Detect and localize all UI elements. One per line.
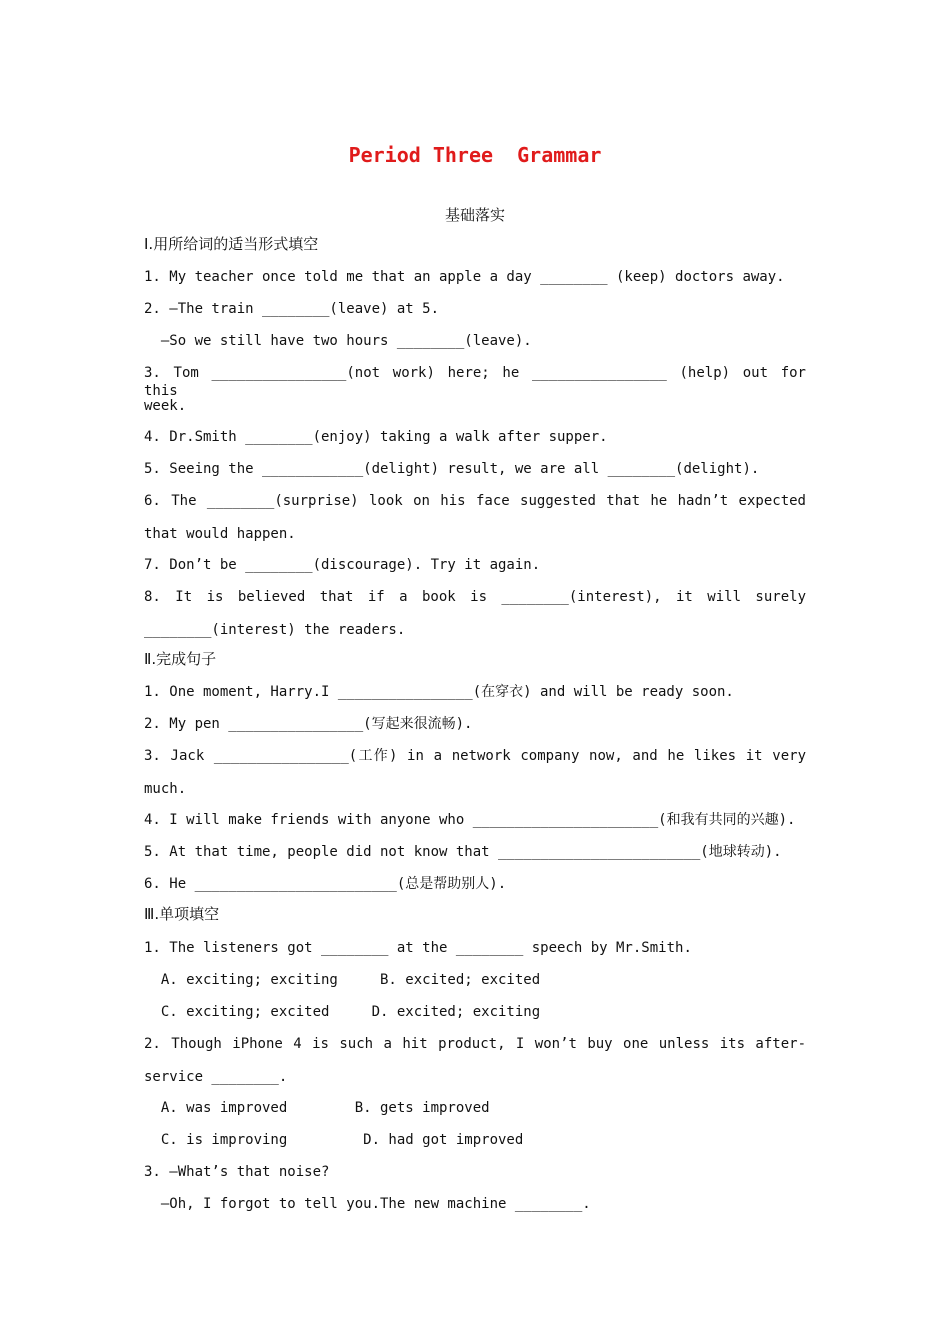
option-line: C. is improving D. had got improved (144, 1132, 524, 1148)
option-line: C. exciting; excited D. excited; exciting (144, 1004, 541, 1020)
question-line: 5. At that time, people did not know that ________________________(地球转动). (144, 844, 782, 860)
question-line: —So we still have two hours ________(leave). (144, 333, 532, 349)
part-3-heading: Ⅲ.单项填空 (144, 905, 220, 923)
question-line: 7. Don’t be ________(discourage). Try it again. (144, 557, 541, 573)
question-line: 3. Tom ________________(not work) here; he ________________ (help) out for this (144, 365, 806, 399)
question-line: 2. Though iPhone 4 is such a hit product, I won’t buy one unless its after- (144, 1036, 806, 1052)
question-line: much. (144, 781, 187, 797)
question-line: 2. —The train ________(leave) at 5. (144, 301, 440, 317)
question-line: 1. My teacher once told me that an apple a day ________ (keep) doctors away. (144, 269, 785, 285)
question-line: week. (144, 398, 187, 414)
question-line: 8. It is believed that if a book is ________(interest), it will surely (144, 589, 806, 605)
part-1-heading: Ⅰ.用所给词的适当形式填空 (144, 235, 319, 253)
question-line: 2. My pen ________________(写起来很流畅). (144, 716, 473, 732)
question-line: 1. The listeners got ________ at the ________ speech by Mr.Smith. (144, 940, 692, 956)
section-heading: 基础落实 (444, 206, 505, 224)
question-line: 4. I will make friends with anyone who ______________________(和我有共同的兴趣). (144, 812, 796, 828)
question-line: service ________. (144, 1069, 288, 1085)
question-line: 6. He ________________________(总是帮助别人). (144, 876, 507, 892)
question-line: 1. One moment, Harry.I ________________(在穿衣) and will be ready soon. (144, 684, 734, 700)
question-line: ________(interest) the readers. (144, 622, 406, 638)
question-line: 3. —What’s that noise? (144, 1164, 330, 1180)
question-line: —Oh, I forgot to tell you.The new machine ________. (144, 1196, 591, 1212)
option-line: A. exciting; exciting B. excited; excited (144, 972, 541, 988)
part-2-heading: Ⅱ.完成句子 (144, 650, 217, 668)
question-line: 6. The ________(surprise) look on his face suggested that he hadn’t expected (144, 493, 806, 509)
question-line: that would happen. (144, 526, 296, 542)
question-line: 4. Dr.Smith ________(enjoy) taking a walk after supper. (144, 429, 608, 445)
question-line: 5. Seeing the ____________(delight) result, we are all ________(delight). (144, 461, 760, 477)
page-title: Period Three Grammar (348, 143, 602, 167)
question-line: 3. Jack ________________(工作) in a network company now, and he likes it very (144, 748, 806, 764)
option-line: A. was improved B. gets improved (144, 1100, 490, 1116)
